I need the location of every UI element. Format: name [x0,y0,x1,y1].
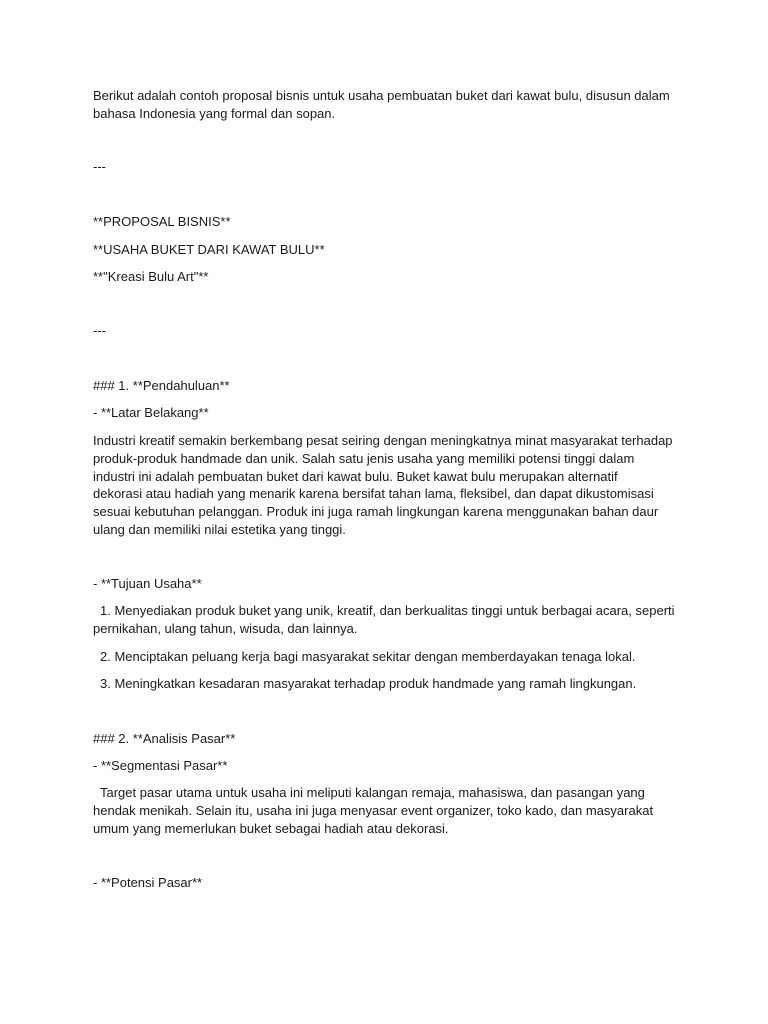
subheading-text: - **Tujuan Usaha** [93,576,202,591]
heading-text: ### 1. **Pendahuluan** [93,378,230,393]
paragraph-line: dekorasi atau hadiah yang menarik karena bersifat tahan lama, fleksibel, dan dapat dikustomisasi [93,486,654,502]
latar-belakang-label [93,404,209,422]
separator-text: --- [93,159,106,174]
list-item-line: pernikahan, ulang tahun, wisuda, dan lainnya. [93,620,358,636]
title-text: **USAHA BUKET DARI KAWAT BULU** [93,242,325,257]
separator [93,158,106,176]
section-1-heading [93,377,230,395]
subheading-text: - **Potensi Pasar** [93,875,203,890]
section-2-heading [93,730,235,748]
intro-line: bahasa Indonesia yang formal dan sopan. [93,105,336,121]
segmentasi-pasar-label [93,757,227,775]
segmentasi-pasar-paragraph [93,784,653,837]
paragraph-line: hendak menikah. Selain itu, usaha ini juga menyasar event organizer, toko kado, dan masyarakat [93,802,654,818]
paragraph-line: sesuai kebutuhan pelanggan. Produk ini juga ramah lingkungan karena menggunakan bahan daur [93,504,659,520]
separator-text: --- [93,323,106,338]
list-item-line: 1. Menyediakan produk buket yang unik, kreatif, dan berkualitas tinggi untuk berbagai acara, seperti [100,603,675,618]
paragraph-line: Target pasar utama untuk usaha ini meliputi kalangan remaja, mahasiswa, dan pasangan yang [100,785,645,800]
paragraph-line: Industri kreatif semakin berkembang pesat seiring dengan meningkatnya minat masyarakat terhadap [93,433,673,448]
title-text: **"Kreasi Bulu Art"** [93,269,209,284]
list-item [93,675,636,693]
title-text: **PROPOSAL BISNIS** [93,214,231,229]
paragraph-line: umum yang memerlukan buket sebagai hadiah atau dekorasi. [93,820,449,836]
list-item-line: 2. Menciptakan peluang kerja bagi masyarakat sekitar dengan memberdayakan tenaga lokal. [100,649,636,664]
list-item [93,648,636,666]
heading-text: ### 2. **Analisis Pasar** [93,731,236,746]
subheading-text: - **Latar Belakang** [93,405,209,420]
list-item [93,602,675,638]
paragraph-line: industri ini adalah pembuatan buket dari kawat bulu. Buket kawat bulu merupakan alternatif [93,468,618,484]
title-line-3 [93,268,208,286]
separator [93,322,106,340]
intro-line: Berikut adalah contoh proposal bisnis untuk usaha pembuatan buket dari kawat bulu, disusun dalam [93,88,670,103]
tujuan-usaha-label [93,575,202,593]
subheading-text: - **Segmentasi Pasar** [93,758,228,773]
intro-paragraph [93,87,670,123]
title-line-1 [93,213,231,231]
paragraph-line: ulang dan memiliki nilai estetika yang tinggi. [93,521,346,537]
paragraph-line: produk-produk handmade dan unik. Salah satu jenis usaha yang memiliki potensi tinggi dalam [93,450,635,466]
title-line-2 [93,241,325,259]
potensi-pasar-label [93,874,202,892]
latar-belakang-paragraph [93,432,673,539]
list-item-line: 3. Meningkatkan kesadaran masyarakat terhadap produk handmade yang ramah lingkungan. [100,676,637,691]
